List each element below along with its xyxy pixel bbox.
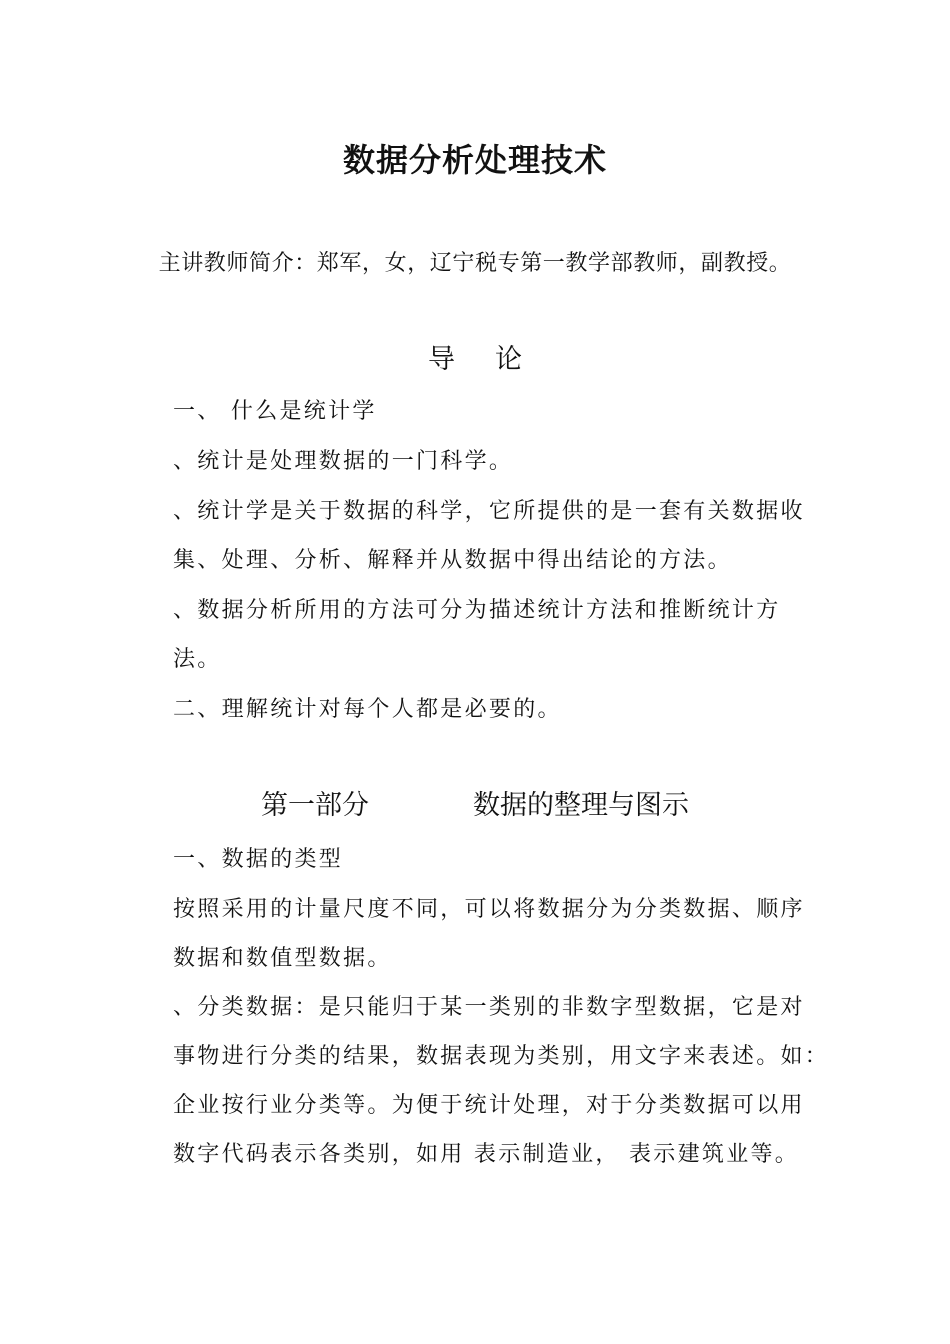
section-heading-introduction [0, 340, 950, 380]
paragraph-line: 、分类数据：是只能归于某一类别的非数字型数据，它是对 [173, 995, 805, 1020]
paragraph-line: 数字代码表示各类别，如用 表示制造业， 表示建筑业等。 [173, 1142, 800, 1167]
instructor-intro: 主讲教师简介：郑军，女，辽宁税专第一教学部教师，副教授。 [158, 251, 792, 276]
part-title: 数据的整理与图示 [473, 790, 689, 821]
paragraph-line: 集、处理、分析、解释并从数据中得出结论的方法。 [173, 548, 732, 573]
paragraph-line: 法。 [173, 647, 222, 672]
paragraph-line: 数据和数值型数据。 [173, 946, 392, 971]
heading-left-char: 导 [428, 344, 455, 375]
section-heading-part-one [0, 786, 950, 826]
heading-right-char: 论 [495, 344, 522, 375]
document-title: 数据分析处理技术 [342, 141, 607, 179]
paragraph-line: 一、 什么是统计学 [173, 399, 377, 424]
paragraph-line: 、统计是处理数据的一门科学。 [173, 449, 514, 474]
part-label: 第一部分 [261, 790, 369, 821]
paragraph-line: 、统计学是关于数据的科学，它所提供的是一套有关数据收 [173, 499, 805, 524]
paragraph-line: 按照采用的计量尺度不同，可以将数据分为分类数据、顺序 [173, 897, 805, 922]
paragraph-line: 、数据分析所用的方法可分为描述统计方法和推断统计方 [173, 598, 781, 623]
paragraph-line: 事物进行分类的结果，数据表现为类别，用文字来表述。如： [173, 1044, 830, 1069]
paragraph-line: 二、理解统计对每个人都是必要的。 [173, 697, 562, 722]
paragraph-line: 企业按行业分类等。为便于统计处理，对于分类数据可以用 [173, 1093, 805, 1118]
paragraph-line: 一、数据的类型 [173, 847, 344, 872]
